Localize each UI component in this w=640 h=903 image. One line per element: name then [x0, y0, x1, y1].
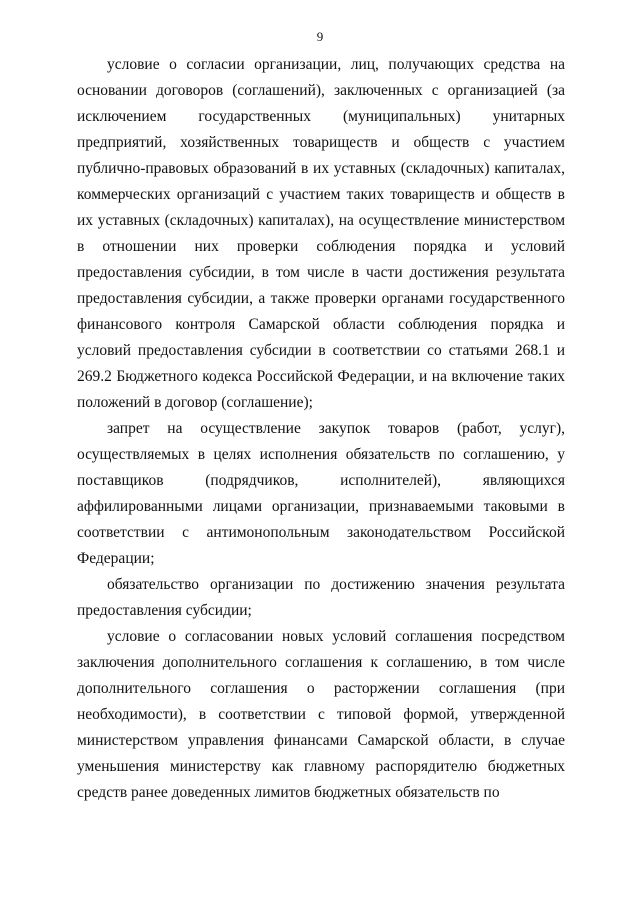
paragraph-procurement-ban: запрет на осуществление закупок товаров (работ, услуг), осуществляемых в целях исполнения обязательств по соглашению, у поставщиков (подрядчиков, исполнителей), являющихся аффилированными лицами организации, признаваемыми таковыми в соответствии с антимонопольным законодательством Российской Федерации; [77, 420, 565, 567]
document-body [77, 52, 565, 806]
paragraph-agreement-amendment: условие о согласовании новых условий соглашения посредством заключения дополнительного соглашения к соглашению, в том числе дополнительного соглашения о расторжении соглашения (при необходимости), в соответствии с типовой формой, утвержденной министерством управления финансами Самарской области, в случае уменьшения министерству как главному распорядителю бюджетных средств ранее доведенных лимитов бюджетных обязательств по [77, 628, 565, 801]
paragraph-result-obligation: обязательство организации по достижению значения результата предоставления субсидии; [77, 576, 565, 619]
paragraph-consent-to-inspections: условие о согласии организации, лиц, получающих средства на основании договоров (соглашений), заключенных с организацией (за исключением государственных (муниципальных) унитарных предприятий, хозяйственных товариществ и обществ с участием публично-правовых образований в их уставных (складочных) капиталах, коммерческих организаций с участием таких товариществ и обществ в их уставных (складочных) капиталах), на осуществление министерством в отношении них проверки соблюдения порядка и условий предоставления субсидии, в том числе в части достижения результата предоставления субсидии, а также проверки органами государственного финансового контроля Самарской области соблюдения порядка и условий предоставления субсидии в соответствии со статьями 268.1 и 269.2 Бюджетного кодекса Российской Федерации, и на включение таких положений в договор (соглашение); [77, 56, 565, 411]
page-number: 9 [316, 29, 324, 44]
